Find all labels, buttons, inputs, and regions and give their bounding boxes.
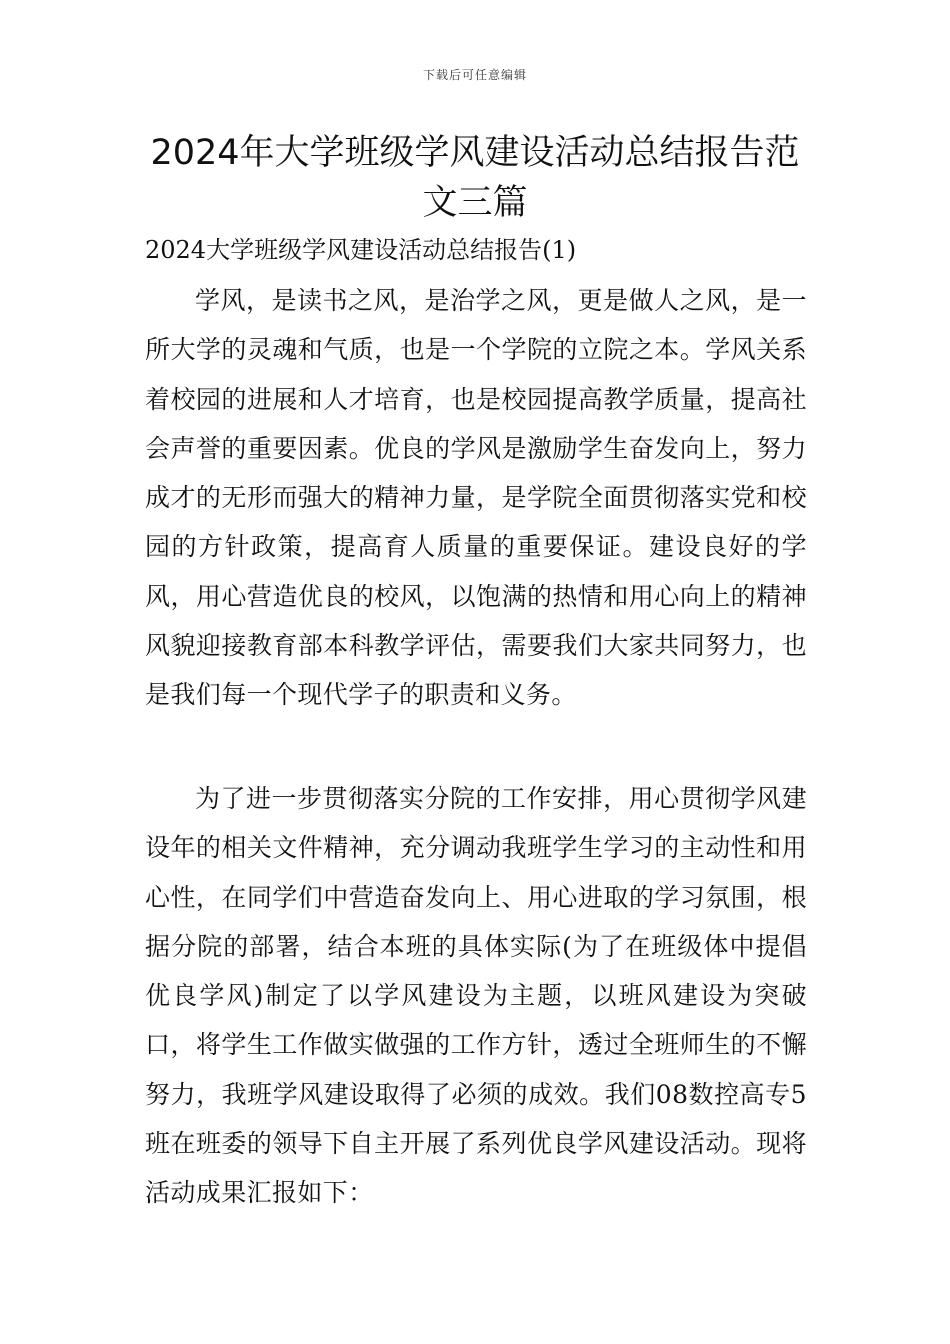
body-paragraph-2: 为了进一步贯彻落实分院的工作安排，用心贯彻学风建设年的相关文件精神，充分调动我班学生学习的主动性和用心性，在同学们中营造奋发向上、用心进取的学习氛围，根据分院的部署，结合本班的具体实际(为了在班级体中提倡优良学风)制定了以学风建设为主题，以班风建设为突破口，将学生工作做实做强的工作方针，透过全班师生的不懈努力，我班学风建设取得了必须的成效。我们08数控高专5班在班委的领导下自主开展了系列优良学风建设活动。现将活动成果汇报如下：	[145, 784, 807, 1208]
section-subtitle: 2024大学班级学风建设活动总结报告(1)	[145, 236, 577, 264]
document-title: 2024年大学班级学风建设活动总结报告范文三篇	[150, 133, 800, 223]
header-note: 下载后可任意编辑	[422, 68, 527, 82]
body-paragraph-1: 学风，是读书之风，是治学之风，更是做人之风，是一所大学的灵魂和气质，也是一个学院的立院之本。学风关系着校园的进展和人才培育，也是校园提高教学质量，提高社会声誉的重要因素。优良的学风是激励学生奋发向上，努力成才的无形而强大的精神力量，是学院全面贯彻落实党和校园的方针政策，提高育人质量的重要保证。建设良好的学风，用心营造优良的校风，以饱满的热情和用心向上的精神风貌迎接教育部本科教学评估，需要我们大家共同努力，也是我们每一个现代学子的职责和义务。	[145, 286, 807, 710]
